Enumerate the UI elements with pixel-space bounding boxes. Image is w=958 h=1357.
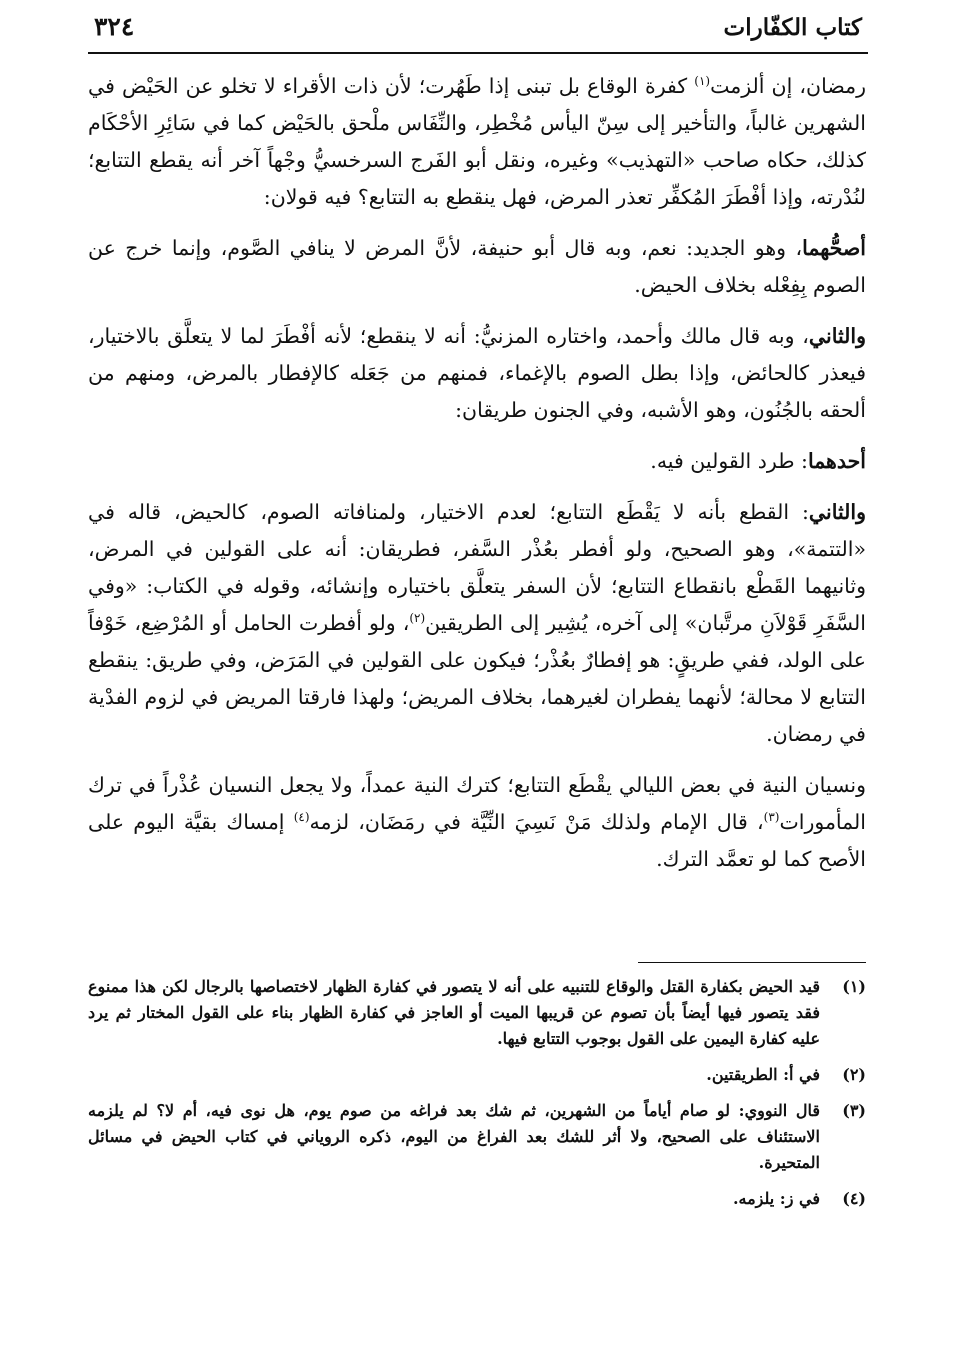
text-segment: : طرد القولين فيه. <box>650 449 808 473</box>
text-segment: رمضان، إن ألزمت <box>710 74 866 98</box>
footnote-ref-2: (٢) <box>409 611 426 626</box>
footnote-2 <box>88 1062 866 1088</box>
bold-term: أصحُّهما <box>802 236 866 260</box>
footnote-1 <box>88 974 866 1052</box>
footnote-3 <box>88 1098 866 1176</box>
text-segment: ، وهو الجديد: نعم، وبه قال أبو حنيفة، لأنَّ المرض لا ينافي الصَّوم، وإنما خرج عن الصوم بِفِعْله بخلاف الحيض. <box>88 236 866 297</box>
footnote-number: (١) <box>842 977 866 996</box>
footnote-number: (٣) <box>842 1101 866 1120</box>
text-segment: ، ولو أفطرت الحامل أو المُرْضِع، خَوْفاً على الولد، ففي طريقٍ: هو إفطارٌ بعُذْر؛ فيكون على القولين في المَرَض، وفي طريق: ينقطع التتابع لا محالة؛ لأنهما يفطران لغيرهما، بخلاف المريض؛ ولهذا فارقتا المريض في لزوم الفدْية في رمضان. <box>88 611 866 746</box>
footnote-number: (٢) <box>842 1065 866 1084</box>
main-text <box>88 68 866 892</box>
footnote-text: قيد الحيض بكفارة القتل والوقاع للتنبيه على أنه لا يتصور في كفارة الظهار لاختصاصها بالرجال لكن هذا ممنوع فقد يتصور فيها أيضاً بأن تصوم عن قريبها الميت أو العاجز في كفارة الظهار بناء على القول المختار ثم يرد عليه كفارة اليمين على القول بوجوب التتابع فيها. <box>88 977 820 1048</box>
footnote-text: في ز: يلزمه. <box>732 1189 820 1208</box>
footnote-ref-1: (١) <box>694 74 711 89</box>
footnote-number: (٤) <box>842 1189 866 1208</box>
paragraph-1 <box>88 68 866 216</box>
paragraph-3 <box>88 318 866 429</box>
text-segment: ، قال الإمام ولذلك مَنْ نَسِيَ النِّيَّة في رمَضَان، لزمه <box>309 810 764 834</box>
footnote-ref-4: (٤) <box>293 810 310 825</box>
text-segment: إمساك بقيَّة اليوم على الأصح كما لو تعمَّد الترك. <box>88 810 866 871</box>
text-segment: ونسيان النية في بعض الليالي يقْطَع التتابع؛ كترك النية عمداً، ولا يجعل النسيان عُذْراً في ترك المأمورات <box>88 773 866 834</box>
paragraph-5 <box>88 494 866 753</box>
footnote-4 <box>88 1186 866 1212</box>
text-segment: ، وبه قال مالك وأحمد، واختاره المزنيُّ: أنه لا ينقطع؛ لأنه أفْطَرَ لما لا يتعلَّق بالاختيار، فيعذر كالحائض، وإذا بطل الصوم بالإغماء، فمنهم من جَعَله كالإفطار بالمرض، ومنهم من ألحقه بالجُنُون، وهو الأشبه، وفي الجنون طريقان: <box>88 324 866 422</box>
footnote-text: قال النووي: لو صام أياماً من الشهرين، ثم شك بعد فراغه من صوم يوم، هل نوى فيه، أم لا؟ لم يلزمه الاستئناف على الصحيح، ولا أثر للشك بعد الفراغ من اليوم، ذكره الروياني في كتاب الحيض في مسائل المتحيرة. <box>88 1101 820 1172</box>
paragraph-6 <box>88 767 866 878</box>
page-header <box>88 8 868 54</box>
page-number: ٣٢٤ <box>94 12 135 41</box>
chapter-title: كتاب الكفّارات <box>723 14 862 41</box>
paragraph-4 <box>88 443 866 480</box>
bold-term: والثاني <box>808 324 866 348</box>
paragraph-2 <box>88 230 866 304</box>
bold-term: أحدهما <box>807 449 866 473</box>
footnotes <box>88 974 866 1222</box>
text-segment: : القطع بأنه لا يَقْطَع التتابع؛ لعدم الاختيار، ولمنافاته الصوم، كالحيض، قاله في «التتمة»، وهو الصحيح، ولو أفطر بعُذْر السَّفر، فطريقان: أنه على القولين في المرض، وثانيهما القَطْع بانقطاع التتابع؛ لأن السفر يتعلَّق باختياره وإنشائه، وقوله في الكتاب: «وفي السَّفَرِ قَوْلاَنِ مرتَّبان» إلى آخره، يُشِير إلى الطريقين <box>88 500 866 635</box>
text-segment: كفرة الوقاع بل تبنى إذا طَهُرت؛ لأن ذات الأقراء لا تخلو عن الحَيْض في الشهرين غالباً، والتأخير إلى سِنّ اليأس مُخْطِر، والنِّفَاس ملْحق بالحَيْض كما في سَائِرِ الأحْكَام كذلك، حكاه صاحب «التهذيب» وغيره، ونقل أبو الفَرج السرخسيُّ وجْهاً آخر أنه يقطع التتابع؛ لنُدْرته، وإذا أفْطَرَ المُكفِّر تعذر المرض، فهل ينقطع به التتابع؟ فيه قولان: <box>88 74 866 209</box>
footnote-divider <box>638 962 866 963</box>
footnote-text: في أ: الطريقتين. <box>706 1065 820 1084</box>
bold-term: والثاني <box>808 500 866 524</box>
footnote-ref-3: (٣) <box>763 810 780 825</box>
